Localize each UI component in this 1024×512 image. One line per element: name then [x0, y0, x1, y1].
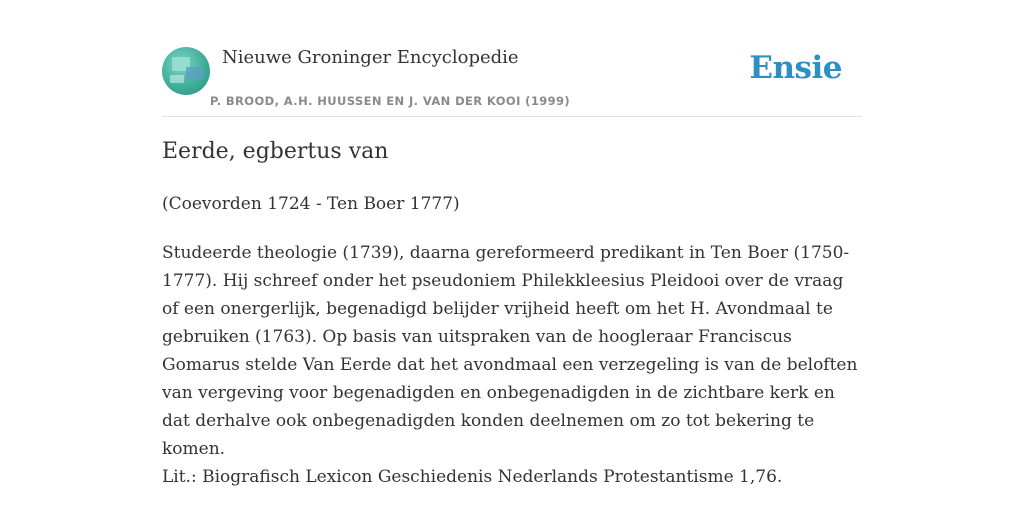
- entry-body: Studeerde theologie (1739), daarna gereformeerd predikant in Ten Boer (1750-1777). Hij schreef onder het pseudoniem Philekkleesius Pleidooi over de vraag of een onergerlijk, begenadigd belijder vrijheid heeft om het H. Avondmaal te gebruiken (1763). Op basis van uitspraken van de hoogleraar Franciscus Gomarus stelde Van Eerde dat het avondmaal een verzegeling is van de beloften van vergeving voor begenadigden en onbegenadigden in de zichtbare kerk en dat derhalve ook onbegenadigden konden deelnemen om zo tot bekering te komen.: [162, 243, 858, 459]
- entry-lifespan: (Coevorden 1724 - Ten Boer 1777): [162, 194, 460, 214]
- cover-art-block: [186, 67, 204, 79]
- header: [162, 44, 862, 117]
- entry-title: Eerde, egbertus van: [162, 139, 389, 164]
- ensie-logo-link[interactable]: Ensie: [749, 50, 842, 86]
- book-title-link[interactable]: Nieuwe Groninger Encyclopedie: [222, 47, 519, 68]
- cover-art-block: [170, 75, 184, 83]
- book-cover-thumbnail[interactable]: [162, 47, 210, 95]
- book-authors: P. BROOD, A.H. HUUSSEN EN J. VAN DER KOOI (1999): [210, 94, 571, 108]
- page: [162, 0, 862, 512]
- entry-literature: Lit.: Biografisch Lexicon Geschiedenis Nederlands Protestantisme 1,76.: [162, 467, 783, 487]
